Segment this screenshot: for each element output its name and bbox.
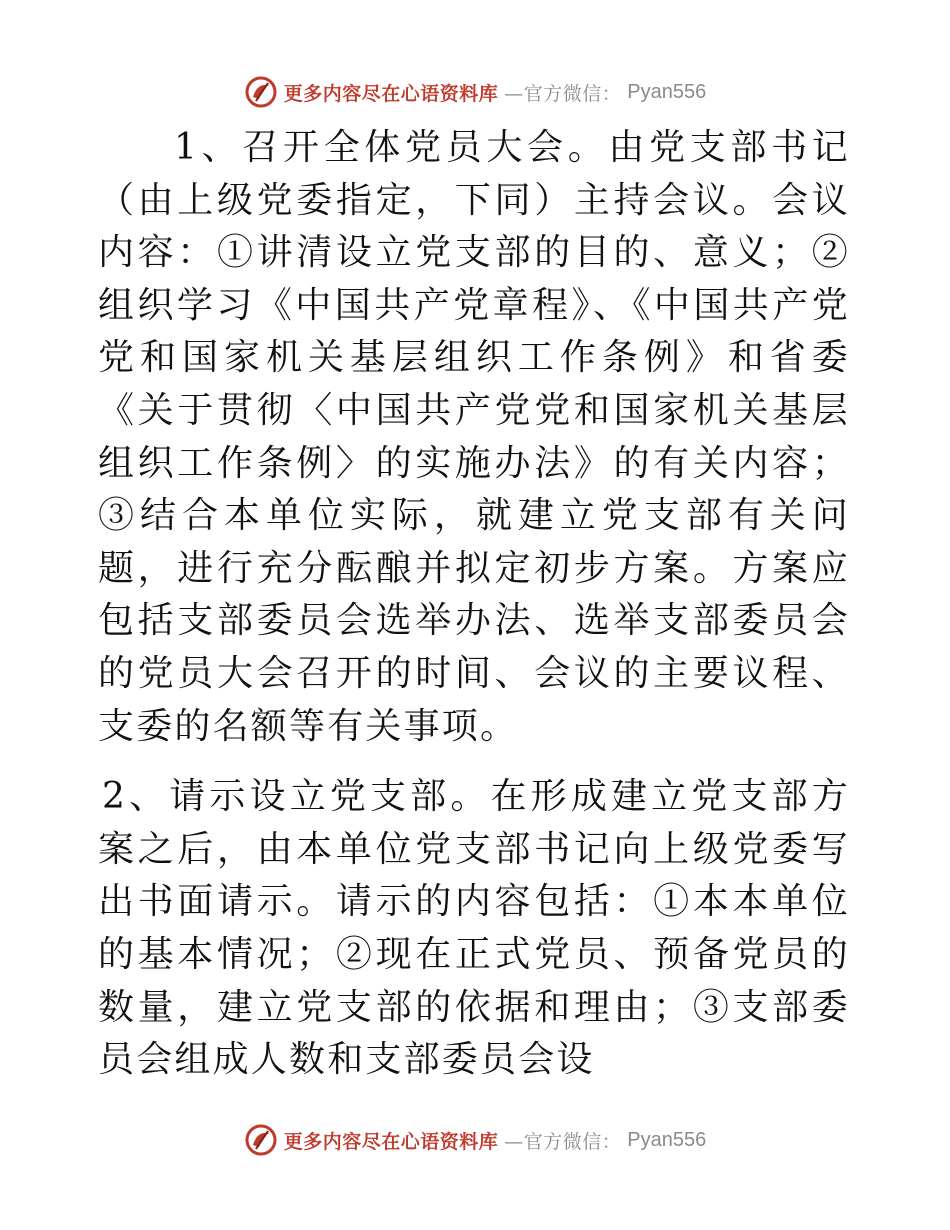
xinyu-logo-icon bbox=[244, 1123, 278, 1157]
watermark-wechat-id: Pyan556 bbox=[627, 80, 707, 103]
watermark-separator: —官方微信： bbox=[504, 1130, 622, 1153]
watermark-separator: —官方微信： bbox=[504, 82, 622, 105]
xinyu-logo-icon bbox=[244, 75, 278, 109]
footer-watermark bbox=[0, 1120, 950, 1160]
watermark-wechat-id: Pyan556 bbox=[627, 1128, 707, 1151]
watermark-text-cn: 更多内容尽在心语资料库 bbox=[283, 1130, 499, 1153]
paragraph-1: 1、召开全体党员大会。由党支部书记（由上级党委指定，下同）主持会议。会议内容：①讲清设立党支部的目的、意义；②组织学习《中国共产党章程》、《中国共产党党和国家机关基层组织工作条例》和省委《关于贯彻〈中国共产党党和国家机关基层组织工作条例〉的实施办法》的有关内容；③结合本单位实际，就建立党支部有关问题，进行充分酝酿并拟定初步方案。方案应包括支部委员会选举办法、选举支部委员会的党员大会召开的时间、会议的主要议程、支委的名额等有关事项。 bbox=[98, 127, 850, 747]
paragraph-2: 2、请示设立党支部。在形成建立党支部方案之后，由本单位党支部书记向上级党委写出书面请示。请示的内容包括：①本本单位的基本情况；②现在正式党员、预备党员的数量，建立党支部的依据和理由；③支部委员会组成人数和支部委员会设 bbox=[98, 776, 850, 1081]
document-body bbox=[98, 122, 850, 1087]
watermark-text-cn: 更多内容尽在心语资料库 bbox=[283, 82, 499, 105]
header-watermark bbox=[0, 72, 950, 112]
